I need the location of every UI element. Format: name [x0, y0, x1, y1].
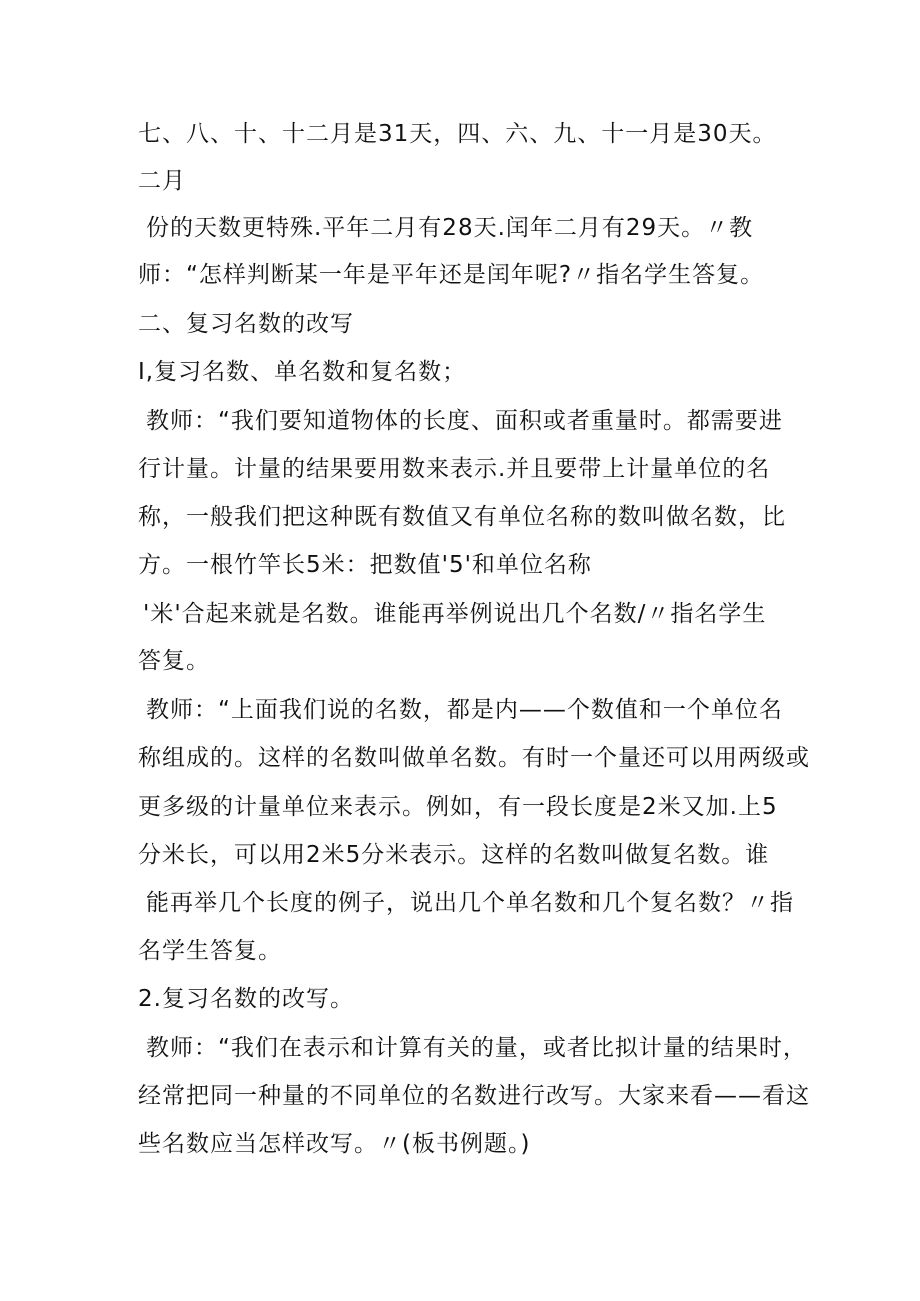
text-line: 经常把同一种量的不同单位的名数进行改写。大家来看——看这	[138, 1083, 810, 1109]
text-line: 些名数应当怎样改写。〃(板书例题。)	[138, 1131, 531, 1157]
text-line: 份的天数更特殊.平年二月有28天.闰年二月有29天。〃教	[146, 215, 754, 241]
subsection-heading: I,复习名数、单名数和复名数；	[138, 359, 467, 385]
text-line: 教师：“我们要知道物体的长度、面积或者重量时。都需要进	[146, 408, 783, 434]
text-line: 更多级的计量单位来表示。例如，有一段长度是2米又加.上5	[138, 794, 778, 820]
section-heading: 二、复习名数的改写	[138, 311, 354, 337]
text-line: 答复。	[138, 648, 210, 674]
text-line: 二月	[138, 168, 186, 194]
text-line: 教师：“上面我们说的名数，都是内——个数值和一个单位名	[146, 697, 783, 723]
text-line: 七、八、十、十二月是31天，四、六、九、十一月是30天。	[138, 121, 777, 147]
text-line: 称，一般我们把这种既有数值又有单位名称的数叫做名数，比	[138, 504, 786, 530]
text-line: '米'合起来就是名数。谁能再举例说出几个名数/〃指名学生	[143, 601, 767, 627]
subsection-heading: 2.复习名数的改写。	[138, 986, 354, 1012]
text-line: 师：“怎样判断某一年是平年还是闰年呢?〃指名学生答复。	[138, 262, 765, 288]
text-line: 方。一根竹竿长5米：把数值'5'和单位名称	[138, 552, 592, 578]
text-line: 行计量。计量的结果要用数来表示.并且要带上计量单位的名	[138, 456, 771, 482]
text-line: 能再举几个长度的例子，说出几个单名数和几个复名数？〃指	[146, 890, 794, 916]
text-line: 名学生答复。	[138, 938, 282, 964]
text-line: 称组成的。这样的名数叫做单名数。有时一个量还可以用两级或	[138, 745, 810, 771]
text-line: 教师：“我们在表示和计算有关的量，或者比拟计量的结果时，	[146, 1035, 807, 1061]
text-line: 分米长，可以用2米5分米表示。这样的名数叫做复名数。谁	[138, 842, 770, 868]
